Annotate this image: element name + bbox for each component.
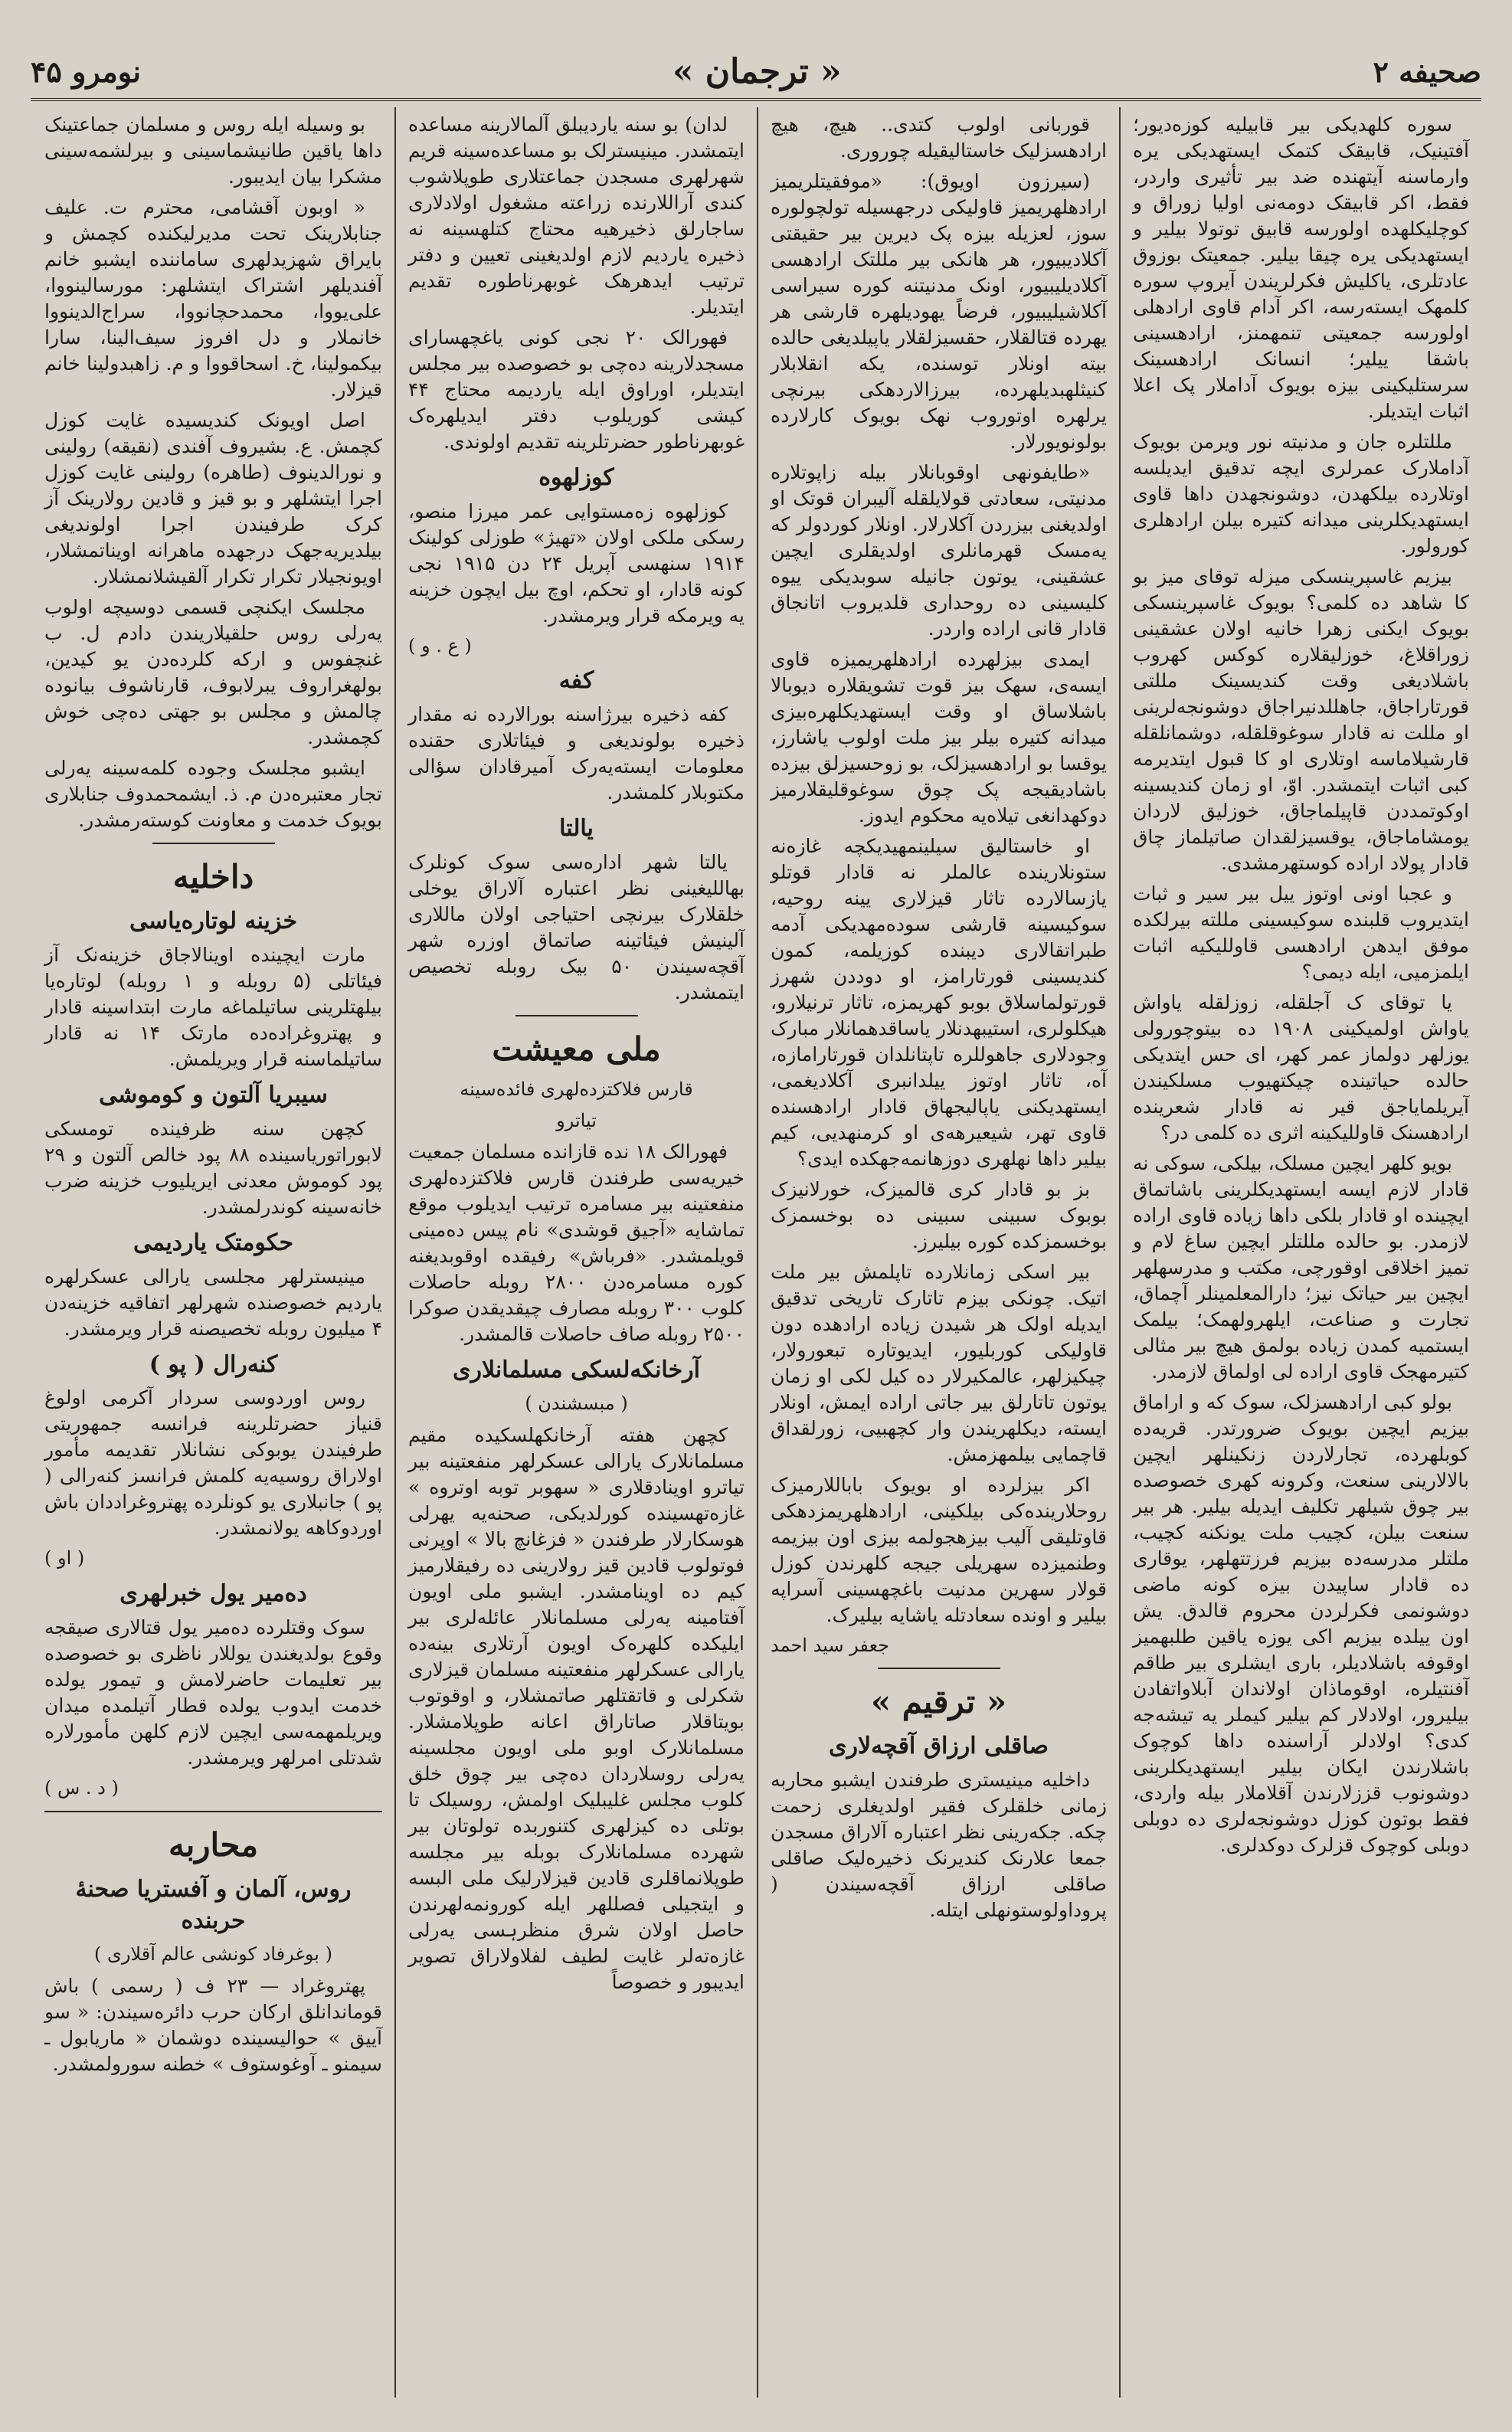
article-heading: یالتا [559,815,594,843]
paragraph: مارت ایچینده اوینالاجاق خزینه‌نک آز فیئاتلی (۵ روبله و ۱ روبله) لوتاره‌یا بیلهتلرینی ساتیلماغه مارت ابتداسینه قادار و پهتروغراده‌ده مارتک ۱۴ نه قادار ساتیلماسنه قرار ویریلمش. [44,943,382,1070]
section-heading: ملی معیشت [492,1030,661,1069]
paragraph: روس اوردوسی سردار آکرمی اولوغ قنیاز حضرتلرینه فرانسه جمهوریتی طرفیندن یوبوکی نشانلار تقدیمه مأمور اولاراق روسیه‌یه کلمش فرانسز کنه‌رالی ( پو ) جانبلاری یو کونلرده پهتروغراددان باش اوردوکاهه یولانمشدر. [44,1386,382,1540]
author-signature: جعفر سید احمد [771,1635,889,1656]
article-subheading: ( مبسشندن ) [525,1393,628,1415]
article-heading: کنه‌رال ( پو ) [149,1350,278,1378]
column-3 [394,107,757,2398]
paragraph: «طایفونهی اوقوبانلار بیله زاپوتلاره مدنیتی، سعادتی قولایلقله آلیبران قوتک او اولدیغنی بیزردن آکلارلار. اونلار کوردولر که یه‌مسک قهرمانلری اولدیقلری ایچین عشقینی، یوتون جانیله سوبدیکی ییوه کلیسینی ده روحداری قلدیروب اتانجاق قادار قانی اراده واردر. [771,461,1107,640]
article-heading: خزینه لوتاره‌یاسی [129,908,297,935]
page-number: صحیفه ۲ [1373,54,1481,89]
paragraph: داخلیه مینیستری طرفندن ایشبو محاربه زمانی خلقلرک فقیر اولدیغلری زحمت چکه. جکه‌رینی نظر اعتباره آلاراق مسجدن جمعا علارنک کندیرنک ذخیره‌لیک صاقلی صاقلی ارزاق آقچه‌سیندن ( پروداولوستونهلی ایتله. [771,1768,1107,1921]
article-signature: ( ع . و ) [408,634,472,656]
article-heading: آرخانکه‌لسکی مسلمانلاری [453,1357,700,1384]
paragraph: بیزیم غاسپرینسکی میزله توقای میز بو کا شاهد ده کلمی؟ بویوک غاسپرینسکی بویوک ایکنی زهرا خانیه اولان عشقینی زوراقلاغ، خوزلیقلاره کوکس کهروب باشلادیغی وقت کندیسینک مللتی قورتاراجاق، جاهللدنیراجاق دوشونجه‌لرینی او مللت نه قادار سوغوقلقله، دوشمانلقله قارشیلاماسه اوتلاری او کا قبول ایتدیرمه کبی اثبات ایتمشدر. اوّ، او زمان کندیسینه اوکوتمددن قاپیلماجاق، خوزلیق لاردان یومشاماجاق، یوقسیزلقدان صاتیلماز چاق قادار پولاد اراده کوستهرمشدی. [1133,565,1469,874]
section-heading: محاربه [169,1826,258,1864]
section-heading: « ترقیم » [870,1682,1007,1720]
article-heading: کوزلهوه [538,464,614,491]
divider [878,1668,1000,1669]
paragraph: کچهن هفته آرخانکهلسکیده مقیم مسلمانلارک یارالی عسکرلهر منفعتینه بیر تیاترو اوینادقلاری « سهوبر توبه اوتروه » غازه‌تهسینده کورلدیکی، صحنه‌یه یهرلی هوسکارلار طرفندن « فزغانچ بالا » اوپرنی فوتولوب قادین قیز رولارینی ده رفیقلارمیز کیم ده اوینامشدر. ایشبو ملی اویون آفتامینه یه‌رلی مسلمانلار عائله‌لری بیر ایلیکده کلهره‌ک اویون آرتلاری بینه‌ده یارالی عسکرلهر منفعتینه مسلمان قیزلاری شکرلی و قاتقتلهر صاتمشلار، و اوقوتوب بویتاقلار صاتاراق اعانه طوپلامشلار. مسلمانلارک اوبو ملی اویون مجلسینه یه‌رلی روسلاردان ده‌چی بیر چوق خلق کلوب مجلس غلیبلیک اولمش، روسیلک تا بوتلی ده کیزلهری کتنوربده تولوتان بیر شهرده مسلمانلارک بوبله بیر مجلسه طوپلانماقلری قادین قیزلارلیک ملی البسه و ایتجیلی فصللهر ایله کورونمه‌لهرندن حاصل اولان شرق منظرہسی یه‌رلی غازه‌ته‌لر غایت لطیف لفلاولاراق تصویر ایدیبور و خصوصاً [408,1423,745,1993]
paragraph: « اوبون آقشامی، محترم ت. علیف جنابلارینک تحت مدیرلیکنده کچمش و بایراق شهزیدلهری ساماننده ایشبو خانم آفندیلهر اشتراک ایتشلهر: مورسالینووا، علی‌یووا، محمدحچانووا، سراج‌الدینووا خانملار و دل افروز سیف‌الینا، سارا بیکمولینا، خ. اسحاقووا و م. زاهبدولینا خانم قیزلار. [44,196,382,401]
article-signature: ( د . س ) [44,1776,119,1799]
paragraph: کوزلهوه زه‌مستوایی عمر میرزا منصو، رسکی ملکی اولان «تهیژ» طوزلی کولینک ۱۹۱۴ سنهسی آپریل ۲۴ دن ۱۹۱۵ نجی کونه قادار، او تحکم، اوچ بیل ایچون خزینه یه ویرمکه قرار ویرمشدر. [408,499,745,627]
paragraph: لدان) بو سنه یاردیبلق آلمالارینه مساعده ایتمشدر. مینیسترلک بو مساعده‌سینه قریم شهرلهری مسجدن جماعتلاری طوپلاشوب کندی آراللارنده زراعته مشغول اولادلاری ساجارلق ذخیرهیه محتاج کتلهسینه نه ذخیره یاردیم لازم اولدیغینی تعیین و دفتر ترتیب ایدهرهک غوبهرناطوره تقدیم ایتدیلر. [408,113,745,318]
paragraph: اصل اویونک کندیسیده غایت کوزل کچمش. ع. بشیروف آفندی (نقیقه) رولینی و نورالدینوف (طاهره) رولینی غایت کوزل اجرا ایتشلهر و بو قیز و قادین رولارینک آز کرک طرفیندن اجرا اولوندیغی بیلدیریه‌جهک درجهده ماهرانه اویناتمشلار، اویونجیلار تکرار تکرار آلقیشلانمشلار. [44,409,382,588]
divider [44,1811,382,1812]
columns [31,107,1481,2398]
paragraph: مجلسک ایکنچی قسمی دوسیچه اولوب یه‌رلی روس حلقیلاریندن دادم ل. ب غنچفوس و ارکه کلرده‌دن یو کیدین، بولهغراروف یبرلابوف، قارناشوف بیانوده چالمش و مجلس بو جهتی ده‌چی خوش کچمشدر. [44,596,382,748]
article-heading: روس، آلمان و آفستریا صحنهٔ حربنده [75,1876,352,1935]
paragraph: بز بو قادار کری قالمیزک، خورلانیزک بوبوک سبینی سبینی ده بوخسمزک بوخسمزکده کوره بیلیرز. [771,1178,1107,1252]
paragraph: بولو کبی ارادهسزلک، سوک که و اراماق بیزیم ایچین بویوک ضرورتدر. قریه‌ده کوبلهرده، تجارلاردن زنکینلهر ایچین بالالارینی سنعت، وکرونه‌ کهری خصوصده بیر چوق شیلهر تکلیف ایدیله بیلیر. هر بیر سنعت بیلن، کچیب ملت یونکنه کچیب، ملتلر مدرسه‌ده بیزیم فرزتتهلهر، یوقاری ده قادار ساپیدن بیزه کونه ماضی دوشونمی فکرلردن محروم قالدق. یش اون ییلده بیزیم اکی یوزه یاقین طلبهمیز اوقوفه باشلادیلر، باری ایشلری بیر طاقم آفنتیلره‌، اوقوماذان اولاندان آبلاواتفادن بیلیرور، اولادلار کم بیلیر کیملر یه تیشه‌جه کدی؟ اولادلر آراسنده داها کوچوک باشلارندن ایکان بیلیر ایستهدیکلرینی دوشونوب قززلارندن آقلاملار بیله واردی، فقط بوتون کوزل دوشونجه‌لری ده دوبلی دوبلی کوچوک قزلرک دوکدلری. [1133,1391,1469,1856]
section-heading: داخلیه [172,858,254,895]
article-heading: صاقلی ارزاق آقچه‌لاری [829,1732,1049,1759]
article-heading: سیبریا آلتون و کوموشی [99,1081,328,1108]
column-2 [757,107,1119,2398]
masthead [31,44,1481,98]
paragraph: بویو کلهر ایچین مسلک، بیلکی، سوکی نه قادار لازم ایسه ایستهدیکلرینی باشاتماق ایچینده او قادار بلکی داها زیاده قاوی اراده لازمدر. بو حالده مللتلر ایچین ساغ لام و تمیز اخلاقی اوقورچی، مکتب و مدرسهلهر ایچین بیر حیاتک نیز؛ دارالمعلمینلر آچماق، تجارت و صناعت، ایلهرولهمک؛ بیلمک ایستمیه کمدن زیاده بولمق هیچ بیر مثالی کتیرمهجک قاوی اراده لی اولماق لازمدر. [1133,1152,1469,1383]
paragraph: فهورالک ۱۸ نده قازانده مسلمان جمعیت خیریه‌سی طرفندن قارس فلاکتزده‌لهری منفعتینه بیر مسامره ترتیب ایدیلوب موقع تماشایه «آجیق قوشدی» نام پیس ده‌مینی قویلمشدر. «فرباش» رفیقده اوقوبدیغنه کوره مسامره‌دن ۲۸۰۰ روبله حاصلات کلوب ۳۰۰ روبله مصارف چیقدیقدن صوکرا ۲۵۰۰ روبله صاف حاصلات قالمشدر. [408,1141,745,1346]
article-signature: ( او ) [44,1547,85,1570]
paragraph: فهورالک ۲۰ نجی کونی یاغچهسارای مسجدلارینه ده‌چی بو خصوصده بیر مجلس ایتدیلر، اوراوق ایله یاردیمه محتاج ۴۴ کیشی کوریلوب دفتر ایدیلهره‌ک غوبهرناطور حضرتلرینه تقدیم اولوندی. [408,326,745,453]
paragraph: بو وسیله ایله روس و مسلمان جماعتینک داها یاقین طانیشماسینی و بیرلشمه‌سینی مشکرا بیان ایدیبور. [44,113,382,188]
paragraph: مللتلره جان و مدنیته نور ویرمن بویوک آداملارک عمرلری ایچه تدقیق ایدیلسه اوتلارده بیلکهدن، دوشونجهدن داها قاوی ایستهدیکلرینی میدانه کتیره بیلن ارادهلری کورولور. [1133,430,1469,557]
paragraph: و عجبا اونی اوتوز ییل بیر سیر و ثبات ایتدیروب قلبنده سوکیسینی مللته بیرلکده موفق ایدهن ارادهسی قاوللیکیه اثبات ایلمزمیی، ایله دیمی؟ [1133,882,1469,983]
paragraph: بیر اسکی زمانلارده تاپلمش بیر ملت اتیک. چونکی بیزم تاتارک تاریخی تدقیق ایدیله اولک هر شیدن زیاده ارادهده دون قاولیکی کوربلیور، ایدیوتاره تبعورولار، چیکیزلهر، عالمکیرلار ده کیل لکی او زمان یوتون تاتارلق بیر جاتی اراده ایمش، اونلار ایسته، دیکلهریندن وار کچهبیی، زورلقداق قاچمایی بیلمهزمش. [771,1261,1107,1465]
paragraph: (سیرزون اویوق): «موفقیتلریمیز ارادهلهریمیز قاولیکی درجهسیله تولچولوره سوز، لعزیله بیزه پک دیرین بیر حقیقتی آکلادیبیور، هر هانکی بیر مللتک ارادهسی آکلادیلیبیور، اونک مدنیتنه کوره سیراسی آکلاشیلیبیور، فرضاً یهودیلهره قارشی هر یهرده قتالقلار، حقسیزلقلار یاپیلدیغی حالده بیته اونلار توسنده، یکه انقلابلار کنیثلهبدیلهرده، بیرزالاردهکی بیرنچی یرلهره اوتوروب نهک بویوک کارلارده بولونویورلار. [771,170,1107,453]
paragraph: اکر بیزلرده او بویوک باباللارمیزک روحلارینده‌کی بیلکینی، ارادهلهریمزدهکی قاوتلیقی آلیب بیزهجولمه بیزی اون بیزیمه وطنمیزده سهریلی جیجه کلهرندن کوزل قولار سهرین مدنیت باغچهسینی آسراپه بیلیر و اونده سعادتله یاشایه بیلیرک. [771,1474,1107,1626]
paragraph: او خاستالیق سیلینمهیدیکچه غازه‌نه ستونلارینده عالملر نه قادار قوتلو یازسالارده تاثار قیزلاری یینه روحیه، سوکیسینه قارشی سوده‌مهدیکی آدمه طبراتقالاری دیبنده کوزیلمه، کمون کندیسینی قورتارامز، او دوددن شهرز قورتولماسلاق بوبو کهریمزه، تاثار ترنیلارو، هیکلولری، استیبهدنلار یاساقدهمانلار مبارک وجودلاری جاهوللره تاپتانلدان قورتارامازه، آه، تاثار اوتوز ییلدانبری آکلادیغمی، ایستهدیکنی یاپالیجهاق قادار ارادهسنده قاوی تهر، شیعیرهه‌ی او کرمنهدیی، کیم بیلیر داها نهلهری دوزهانمه‌جهکده ایدی؟ [771,835,1107,1170]
paragraph: کفه ذخیره بیرژاسنه بورالارده نه مقدار ذخیره بولوندیغی و فیئاتلاری حقنده معلومات ایسته‌یه‌رک آمیرقادان سؤالی مکتوبلار کلمشدر. [408,703,745,804]
article-subheading: تیاترو [556,1109,597,1131]
newspaper-title: « ترجمان » [672,51,842,91]
paragraph: یا توقای ک آجلقله، زوزلقله یاواش یاواش اولمیکینی ۱۹۰۸ ده بیتوچورولی یوزلهر دولماز عمر کهر، ای حس ایتدیکی حالده حیاتینده چیکتهیوب مسلکیندن آیریلمایاجق قیر نه قادار شعرینده ارادهسنک قاوللیکینه اثری ده کلمی در؟ [1133,991,1469,1144]
article-subheading: ( بوغرفاد کونشی عالم آقلاری ) [94,1943,332,1966]
paragraph: قوربانی اولوب کتدی.. هیچ، هیچ ارادهسزلیک خاستالیقیله چوروری. [771,113,1107,162]
divider [515,1015,638,1016]
paragraph: یالتا شهر اداره‌سی سوک کونلرک بهاللیغینی نظر اعتباره آلاراق یوخلی خلقلارک بیرنچی احتیاجی اولان ماللاری آلینیش فیئاتینه صاتماق اوزره شهر آقچه‌سیندن ۵۰ بیک روبله تخصیص ایتمشدر. [408,851,745,1004]
paragraph: ایمدی بیزلهرده ارادهلهریمیزه قاوی ایسه‌ی، سهک بیز قوت تشویقلاره دیوبالا باشلاساق او وقت ایستهدیکلهره‌بیزی میدانه کتیره بیلر بیز ملت اولوب یاشارز، یوقسا بو ارادهسیزلک، بو زوحسیزلق بیزده باشادیقیجه پک چوق سوغوقلیقلارمیز دوکهدانغی تیلاه‌یه محکوم ایدوز. [771,648,1107,826]
column-1 [1119,107,1481,2398]
paragraph: سوک وقتلرده ده‌میر یول قتالاری صیقجه وقوع بولدیغندن یوللار ناظری بو خصوصده بیر تعلیمات حاضرلامش و تیمور یولده خدمت ایدوب یولده قطار آتیلمده میدان ویریلمهمه‌سی ایچین لازم کلهن مأمورلاره شدتلی امرلهر ویرمشدر. [44,1615,382,1769]
divider [152,843,275,844]
paragraph: سوره کلهدیکی بیر قابیلیه کوزه‌دیور؛ آفتینیک، قابیقک کتمک ایستهدیکی یره وارماسنه آیتهنده ضد بیر تأثیری واردر، فقط، اکر قابیقک دومه‌نی اولیا زوراق و کوچلیکلهده اولورسه قابیق توتولا بیلیر و ایستهدیکی یره چیقا بیلیر. جمعیتک بوزوق عادتلری، یاکلیش فکرلریندن آیروپ سوره کلمهک ایسته‌رسه، اکر آدام قاوی ارادهلی اولورسه جمعیتی تنمهمنز، ارادهسینی باشقا ییلیر؛ انسانک ارادهسینک سرستلیکینی بیزه بویوک آداملار پک اعلا اثبات ایتدیلر. [1133,113,1469,422]
article-subheading: قارس فلاکتزده‌لهری فائده‌سینه [460,1079,693,1101]
column-4 [32,107,394,2398]
article-heading: کفه [558,667,594,695]
paragraph: مینیسترلهر مجلسی یارالی عسکرلهره یاردیم خصوصنده شهرلهر اتفاقیه خزینه‌دن ۴ میلیون روبله تخصیصنه قرار ویرمشدر. [44,1265,382,1340]
article-heading: حکومتک یاردیمی [133,1229,294,1256]
paragraph: کچهن سنه ظرفینده تومسکی لابوراتوریاسینده ۸۸ پود خالص آلتون و ۲۹ پود کوموش معدنی ایریلیوب خزینه ضرب خانه‌سینه کوندرلمشدر. [44,1117,383,1218]
article-heading: ده‌میر یول خبرلهری [119,1579,307,1607]
paragraph: پهتروغراد — ۲۳ ف ( رسمی ) باش قوماندانلق ارکان حرب دائره‌سیندن: « سو آییق » حوالیسینده دوشمان « ماریابول ـ سیمنو ـ آوغوستوف » خطنه سورولمشدر. [44,1974,382,2075]
masthead-rule [31,98,1481,101]
paragraph: ایشبو مجلسک وجوده کلمه‌سینه یه‌رلی تجار معتبره‌دن م. ذ. ایشمحمدوف جنابلاری بویوک خدمت و معاونت کوسته‌رمشدر. [44,757,382,831]
issue-number: نومرو ۴۵ [31,54,141,89]
